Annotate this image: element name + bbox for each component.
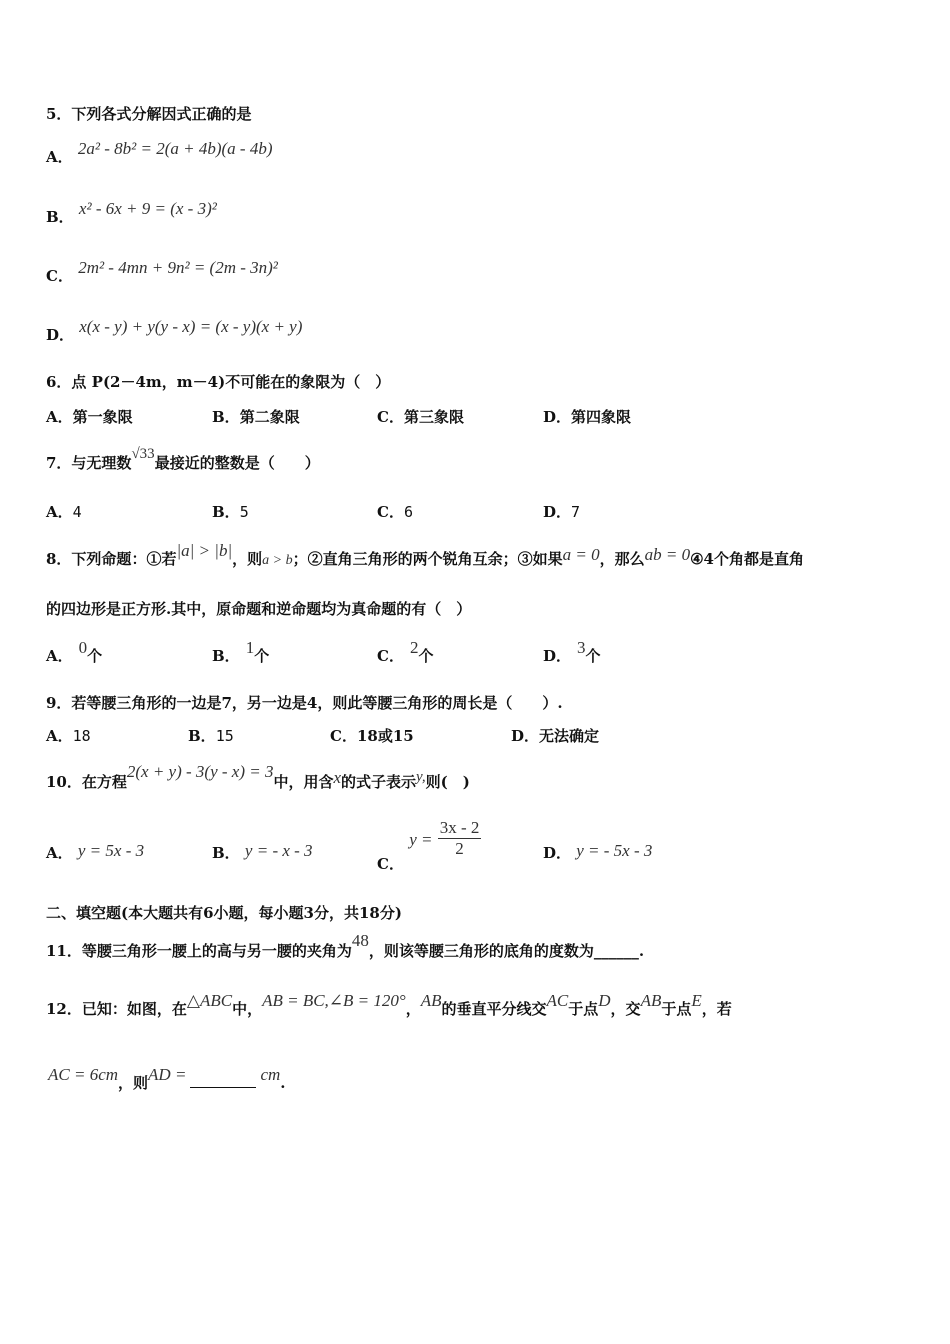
stem-text: ，则 <box>232 550 263 568</box>
stem-text: 中， <box>232 1000 263 1018</box>
option-text: 无法确定 <box>539 727 600 745</box>
stem-text: 中，用含 <box>273 773 334 791</box>
q6-option-c[interactable] <box>377 406 464 427</box>
stem-text: ，交 <box>610 1000 641 1018</box>
q5-option-c[interactable] <box>46 258 278 286</box>
q10-option-c[interactable] <box>377 818 481 873</box>
q7-stem <box>46 446 320 473</box>
option-math: x(x - y) + y(y - x) = (x - y)(x + y) <box>79 317 303 336</box>
stem-text: . <box>280 1074 286 1092</box>
option-label: C． <box>377 408 404 426</box>
fraction <box>438 818 482 859</box>
math-triangle: △ABC <box>186 991 233 1010</box>
option-label: A． <box>46 647 73 665</box>
q6-stem: 6．点 P(2－4m，m－4)不可能在的象限为（ ） <box>46 373 391 391</box>
option-label: B． <box>46 208 74 226</box>
math-ab-zero: ab = 0 <box>644 545 691 564</box>
math-y: y, <box>416 769 426 785</box>
option-text: 第一象限 <box>72 408 133 426</box>
q12-stem-line2 <box>48 1065 286 1093</box>
option-math: 2m² - 4mn + 9n² = (2m - 3n)² <box>78 258 278 277</box>
option-text: 18 <box>72 727 91 745</box>
option-math: 2a² - 8b² = 2(a + 4b)(a - 4b) <box>77 139 273 158</box>
option-math: y = - 5x - 3 <box>576 841 653 860</box>
stem-text: ，则该等腰三角形的底角的度数为______. <box>368 942 645 960</box>
option-label: B． <box>212 408 240 426</box>
option-label: B． <box>212 647 240 665</box>
stem-text: ；②直角三角形的两个锐角互余；③如果 <box>292 550 563 568</box>
option-unit: 个 <box>585 647 601 665</box>
q8-option-c[interactable] <box>377 638 434 666</box>
stem-text: ，则 <box>118 1074 149 1092</box>
radical-33: √33 <box>131 446 155 462</box>
option-label: B． <box>188 727 216 745</box>
option-text: 18或15 <box>356 727 414 745</box>
math-ad: AD = <box>148 1065 187 1084</box>
fraction-numerator: 3x - 2 <box>439 818 480 837</box>
option-num: 3 <box>577 638 586 657</box>
answer-blank[interactable] <box>190 1087 256 1088</box>
q9-option-b[interactable] <box>188 725 234 746</box>
stem-text: 于点 <box>661 1000 692 1018</box>
option-num: 1 <box>245 638 255 657</box>
q5-stem: 5．下列各式分解因式正确的是 <box>46 105 252 123</box>
q8-stem-line1 <box>46 541 804 569</box>
q8-option-d[interactable] <box>543 638 601 666</box>
q9-option-d[interactable] <box>511 725 599 746</box>
option-label: C． <box>377 503 404 521</box>
option-label: D． <box>543 408 572 426</box>
q9-stem: 9．若等腰三角形的一边是7，另一边是4，则此等腰三角形的周长是（ ）. <box>46 694 563 712</box>
q10-option-a[interactable] <box>46 842 144 863</box>
math-e: E <box>691 991 702 1010</box>
option-label: A． <box>46 844 73 862</box>
option-label: C． <box>330 727 357 745</box>
option-label: A． <box>46 727 73 745</box>
q8-stem-line2: 的四边形是正方形.其中，原命题和逆命题均为真命题的有（ ） <box>46 600 472 618</box>
stem-text: 于点 <box>568 1000 599 1018</box>
option-label: C． <box>46 267 73 285</box>
q9-option-a[interactable] <box>46 725 91 746</box>
option-num: 0 <box>78 638 88 657</box>
math-equation: 2(x + y) - 3(y - x) = 3 <box>126 762 274 781</box>
math-ac: AC <box>546 991 569 1010</box>
option-label: D． <box>543 844 572 862</box>
option-math: y = - x - 3 <box>244 841 313 860</box>
math-abs-ineq: |a| > |b| <box>176 541 233 560</box>
option-text: 第四象限 <box>571 408 632 426</box>
stem-text: 的垂直平分线交 <box>441 1000 547 1018</box>
math-ab: AB <box>640 991 662 1010</box>
stem-text: ，那么 <box>599 550 645 568</box>
q7-option-a[interactable] <box>46 501 82 522</box>
math-a-zero: a = 0 <box>562 545 600 564</box>
option-label: A． <box>46 503 73 521</box>
stem-text: 最接近的整数是（ ） <box>154 454 320 472</box>
option-label: C． <box>377 647 404 665</box>
fraction-denominator: 2 <box>455 839 464 858</box>
stem-text: 11．等腰三角形一腰上的高与另一腰的夹角为 <box>46 942 352 960</box>
stem-text: 10．在方程 <box>46 773 127 791</box>
option-text: 4 <box>72 503 82 521</box>
math-cm: cm <box>260 1065 281 1084</box>
q12-stem-line1 <box>46 991 732 1019</box>
math-ab-eq-bc: AB = BC <box>262 991 325 1010</box>
option-text: 5 <box>239 503 249 521</box>
math-ac-6cm: AC = 6cm <box>48 1065 119 1084</box>
option-label: B． <box>212 503 240 521</box>
stem-text: 7．与无理数 <box>46 454 132 472</box>
option-label: B． <box>212 844 240 862</box>
option-label: D． <box>46 326 75 344</box>
stem-text: 则( ) <box>425 773 470 791</box>
option-label: C． <box>377 854 404 873</box>
option-label: A． <box>46 408 73 426</box>
q5-option-d[interactable] <box>46 317 303 345</box>
stem-text: ④4个角都是直角 <box>690 550 804 568</box>
q7-option-c[interactable] <box>377 501 413 522</box>
q8-option-a[interactable] <box>46 638 103 666</box>
option-math: y = 5x - 3 <box>77 841 145 860</box>
math-x: x <box>333 768 342 787</box>
q6-option-a[interactable] <box>46 406 133 427</box>
option-unit: 个 <box>418 647 434 665</box>
math-ineq: a > b <box>262 553 293 568</box>
option-unit: 个 <box>254 647 270 665</box>
stem-text: ， <box>405 1000 421 1018</box>
option-label: D． <box>511 727 540 745</box>
q6-option-d[interactable] <box>543 406 631 427</box>
option-math: y = <box>409 829 433 849</box>
math-d: D <box>598 991 611 1010</box>
option-label: A． <box>46 148 73 166</box>
math-angle-b: ,∠B = 120° <box>324 991 406 1010</box>
stem-text: 12．已知：如图，在 <box>46 1000 187 1018</box>
option-text: 第二象限 <box>239 408 300 426</box>
q7-option-d[interactable] <box>543 501 580 522</box>
stem-text: 8．下列命题：①若 <box>46 550 177 568</box>
option-label: D． <box>543 647 572 665</box>
q6-option-b[interactable] <box>212 406 300 427</box>
option-num: 2 <box>409 638 419 657</box>
option-label: D． <box>543 503 572 521</box>
stem-text: 的式子表示 <box>341 773 417 791</box>
q5-option-a[interactable] <box>46 139 273 167</box>
q5-option-b[interactable] <box>46 199 217 227</box>
q9-option-c[interactable] <box>330 725 414 746</box>
option-text: 7 <box>571 503 581 521</box>
option-math: x² - 6x + 9 = (x - 3)² <box>78 199 217 218</box>
math-ab: AB <box>420 991 442 1010</box>
section-2-heading: 二、填空题(本大题共有6小题，每小题3分，共18分) <box>46 904 402 922</box>
option-text: 6 <box>403 503 413 521</box>
option-text: 15 <box>215 727 234 745</box>
q7-option-b[interactable] <box>212 501 249 522</box>
q10-option-d[interactable] <box>543 842 652 863</box>
q8-option-b[interactable] <box>212 638 270 666</box>
q10-option-b[interactable] <box>212 842 313 863</box>
q11-stem <box>46 931 645 961</box>
option-unit: 个 <box>87 647 103 665</box>
option-text: 第三象限 <box>403 408 464 426</box>
q10-stem <box>46 762 470 792</box>
stem-text: ，若 <box>701 1000 732 1018</box>
math-48: 48 <box>351 931 369 950</box>
